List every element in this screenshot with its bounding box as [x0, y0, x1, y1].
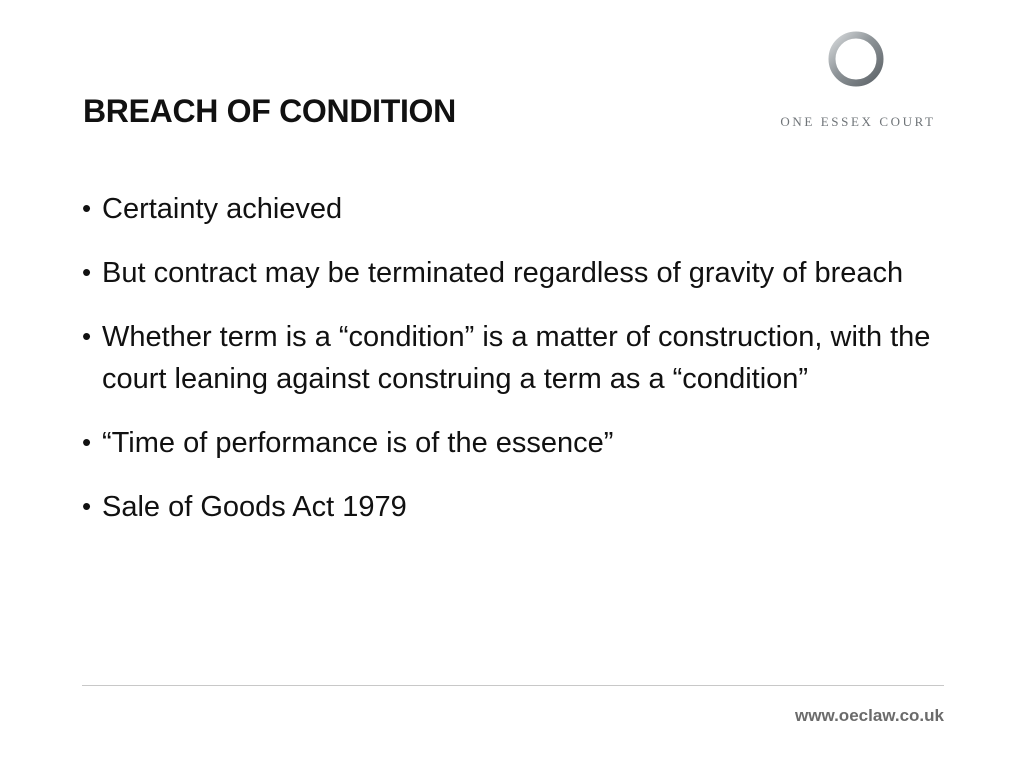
- bullet-item: [82, 188, 952, 230]
- footer-url: www.oeclaw.co.uk: [795, 706, 944, 725]
- one-essex-court-logo: [770, 30, 946, 134]
- bullet-text: But contract may be terminated regardless of gravity of breach: [102, 257, 904, 289]
- bullet-text: Whether term is a “condition” is a matter of construction, with the court leaning against construing a term as a “condition”: [102, 321, 931, 395]
- bullet-text: Sale of Goods Act 1979: [102, 491, 407, 523]
- slide-title: BREACH OF CONDITION: [83, 93, 456, 129]
- bullet-item: [82, 252, 952, 294]
- bullet-item: [82, 486, 952, 528]
- bullet-text: Certainty achieved: [102, 193, 343, 225]
- ring-logo-icon: [827, 30, 885, 88]
- bullet-dot-icon: •: [82, 491, 92, 521]
- bullet-item: [82, 316, 952, 400]
- footer-divider: [82, 685, 944, 686]
- bullet-dot-icon: •: [82, 193, 92, 223]
- bullet-text: “Time of performance is of the essence”: [102, 427, 614, 459]
- bullet-dot-icon: •: [82, 321, 92, 351]
- bullet-item: [82, 422, 952, 464]
- logo-text: ONE ESSEX COURT: [780, 114, 936, 129]
- bullet-dot-icon: •: [82, 257, 92, 287]
- bullet-list: [82, 188, 952, 550]
- bullet-dot-icon: •: [82, 427, 92, 457]
